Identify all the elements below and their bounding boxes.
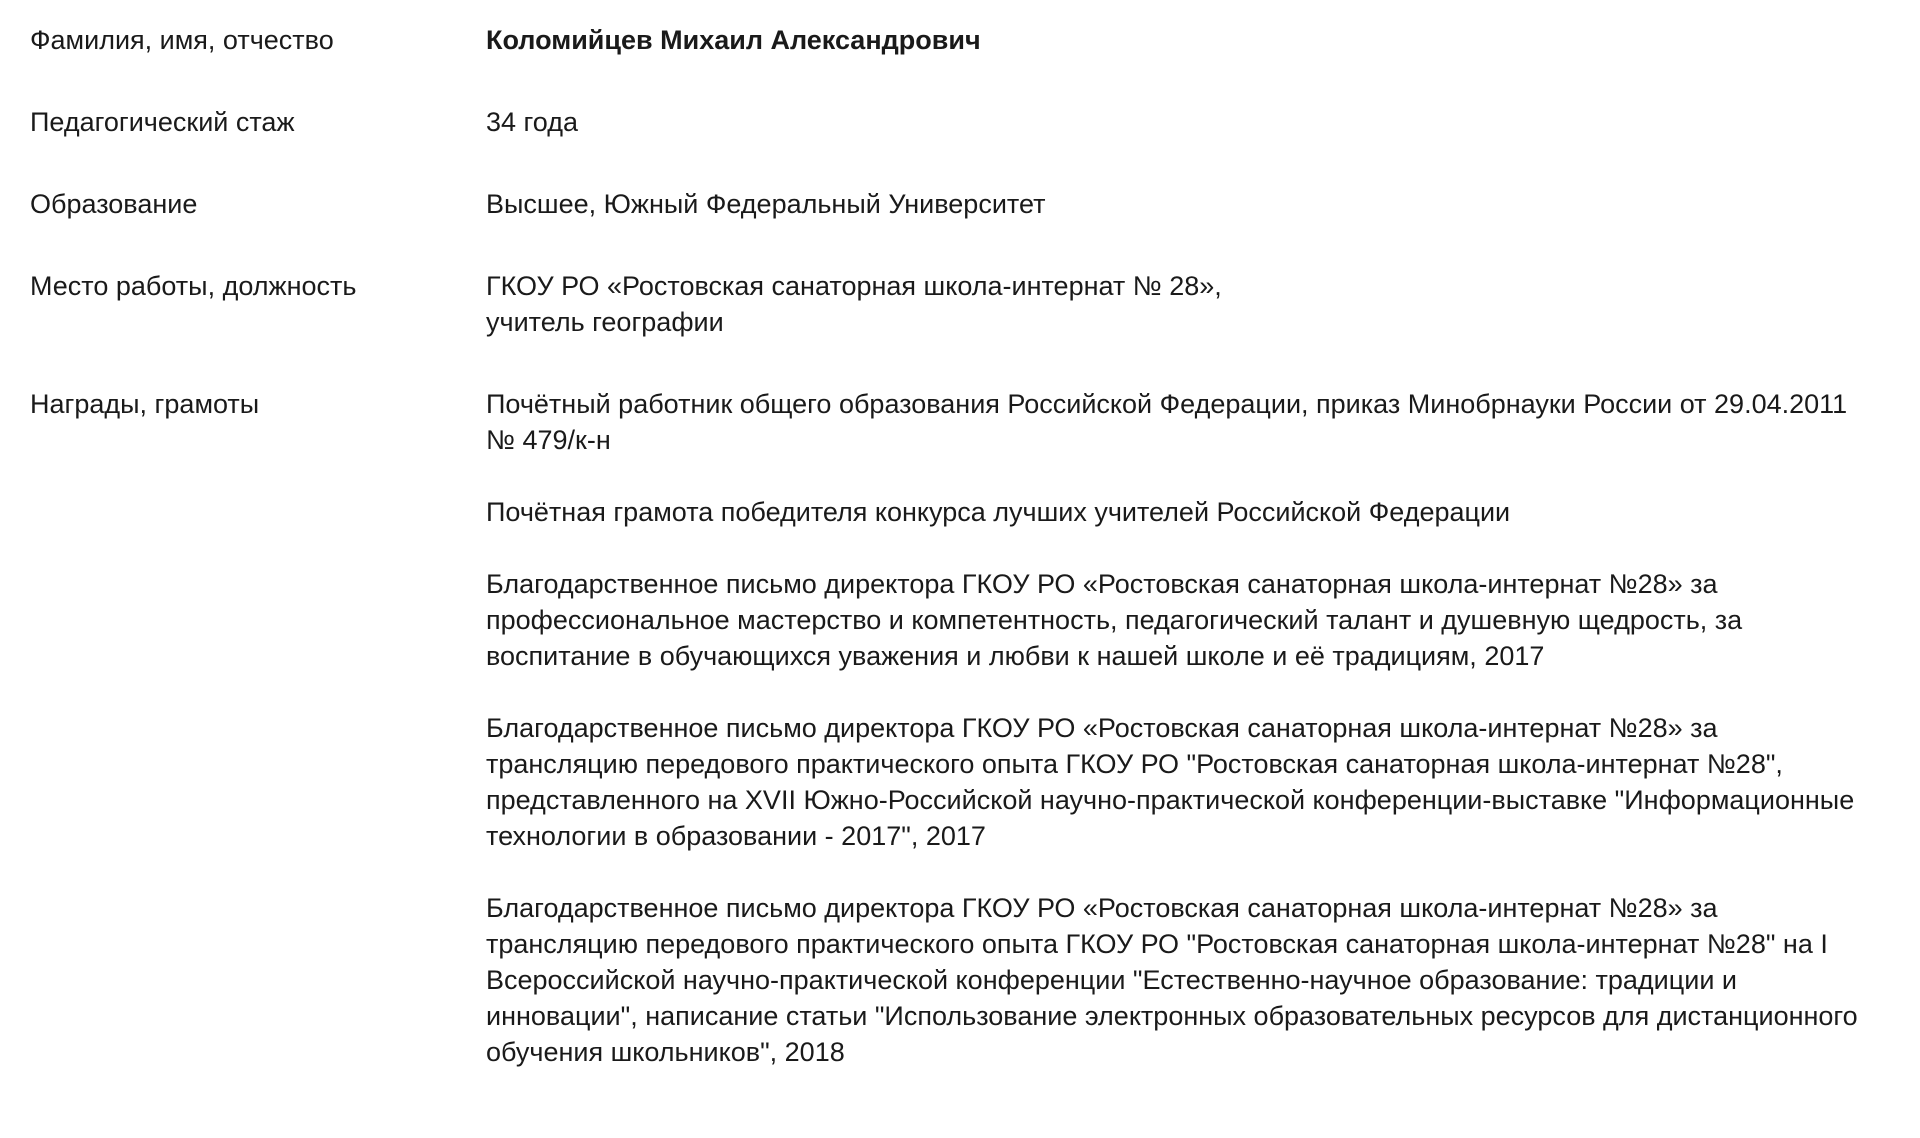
award-item: Благодарственное письмо директора ГКОУ РО «Ростовская санаторная школа-интернат №28» за трансляцию передового практического опыта ГКОУ РО "Ростовская санаторная школа-интернат №28" на I Всероссийской научно-практической конференции "Естественно-научное образование: традиции и инновации", написание статьи "Использование электронных образовательных ресурсов для дистанционного обучения школьников", 2018 bbox=[486, 893, 1858, 1067]
experience-value: 34 года bbox=[486, 107, 578, 137]
full-name-label: Фамилия, имя, отчество bbox=[30, 25, 334, 55]
row-education bbox=[0, 186, 1920, 222]
row-full-name bbox=[0, 22, 1920, 58]
education-label: Образование bbox=[30, 189, 198, 219]
awards-label: Награды, грамоты bbox=[30, 389, 260, 419]
award-item: Почётная грамота победителя конкурса лучших учителей Российской Федерации bbox=[486, 497, 1511, 527]
experience-label: Педагогический стаж bbox=[30, 107, 295, 137]
workplace-value bbox=[486, 268, 1866, 340]
row-workplace bbox=[0, 268, 1920, 340]
award-item: Благодарственное письмо директора ГКОУ РО «Ростовская санаторная школа-интернат №28» за профессиональное мастерство и компетентность, педагогический талант и душевную щедрость, за воспитание в обучающихся уважения и любви к нашей школе и её традициям, 2017 bbox=[486, 569, 1743, 671]
workplace-organization: ГКОУ РО «Ростовская санаторная школа-интернат № 28», bbox=[486, 271, 1222, 301]
education-value: Высшее, Южный Федеральный Университет bbox=[486, 189, 1046, 219]
workplace-position: учитель географии bbox=[486, 307, 724, 337]
workplace-label: Место работы, должность bbox=[30, 271, 357, 301]
awards-list bbox=[486, 386, 1866, 1070]
full-name-value: Коломийцев Михаил Александрович bbox=[486, 25, 981, 55]
award-item: Почётный работник общего образования Российской Федерации, приказ Минобрнауки России от 29.04.2011 № 479/к-н bbox=[486, 389, 1848, 455]
row-experience bbox=[0, 104, 1920, 140]
row-awards bbox=[0, 386, 1920, 1070]
award-item: Благодарственное письмо директора ГКОУ РО «Ростовская санаторная школа-интернат №28» за трансляцию передового практического опыта ГКОУ РО "Ростовская санаторная школа-интернат №28", представленного на XVII Южно-Российской научно-практической конференции-выставке "Информационные технологии в образовании - 2017", 2017 bbox=[486, 713, 1855, 851]
